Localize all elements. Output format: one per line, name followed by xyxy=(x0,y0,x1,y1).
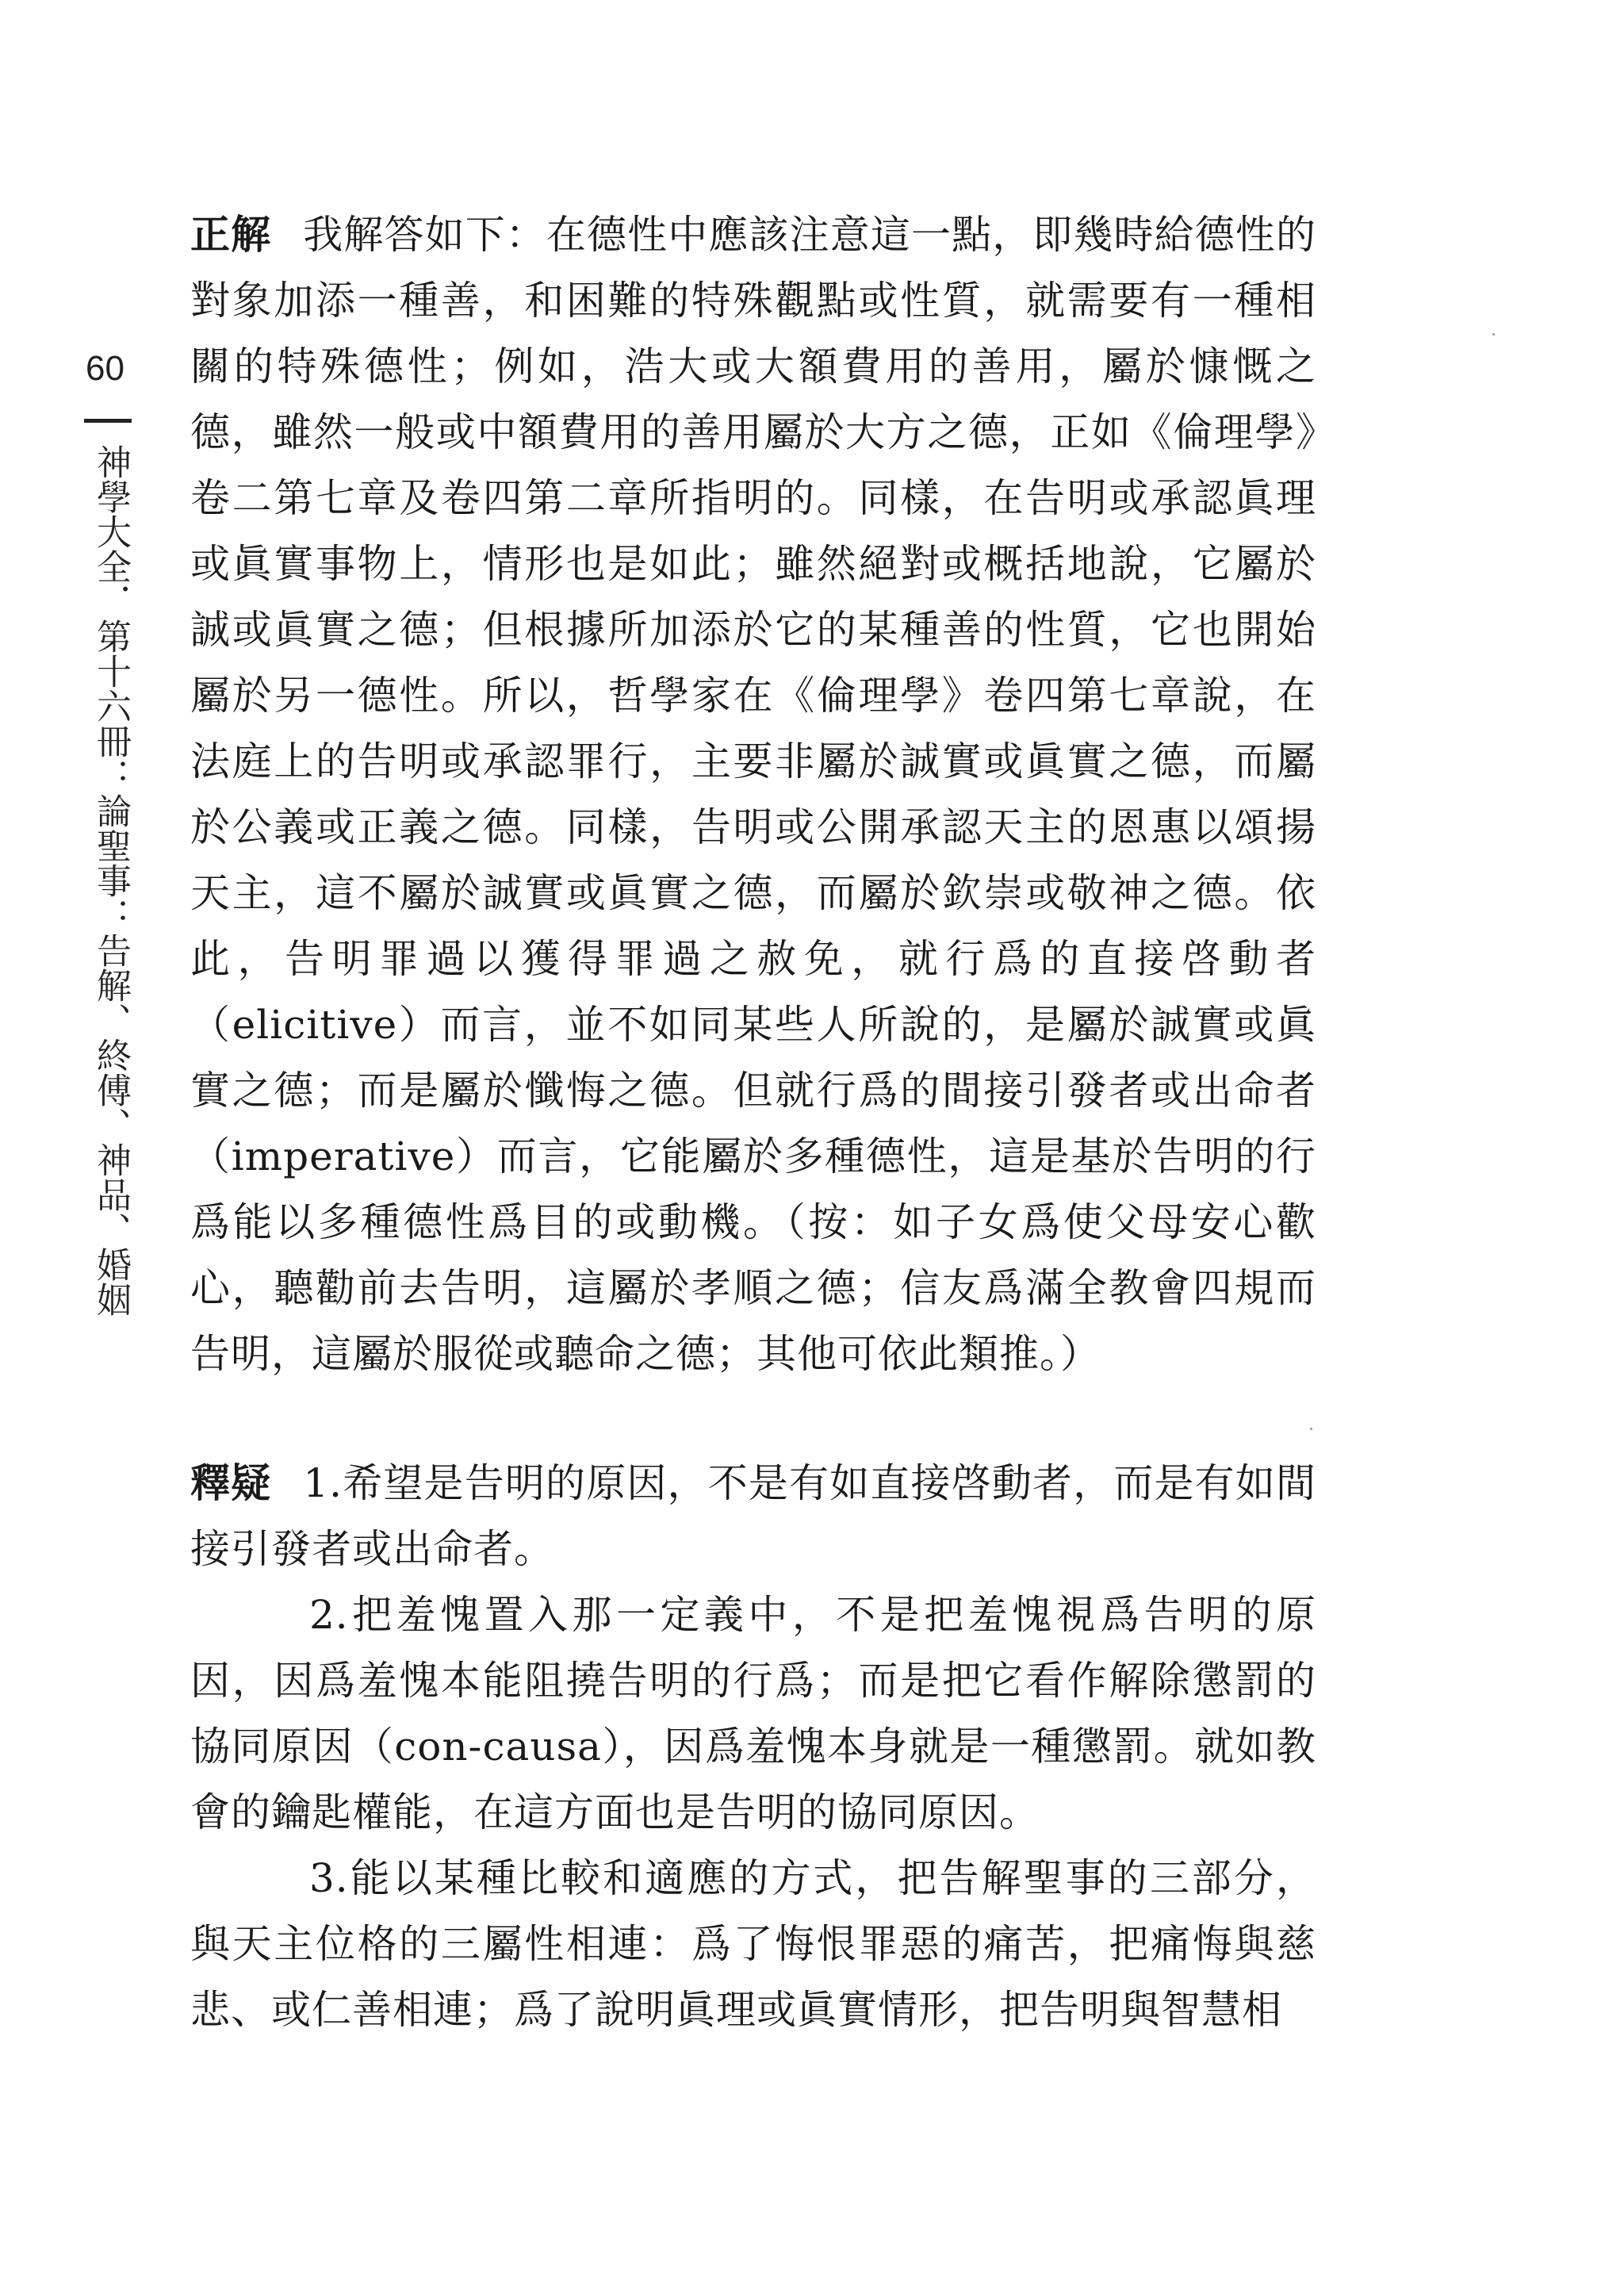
reply-1-text: 1.希望是告明的原因，不是有如直接啓動者，而是有如間接引發者或出命者。 xyxy=(190,1460,1316,1572)
replies-heading: 釋疑 xyxy=(190,1460,272,1506)
answer-text: 我解答如下：在德性中應該注意這一點，即幾時給德性的對象加添一種善，和困難的特殊觀點或性質，就需要有一種相關的特殊德性；例如，浩大或大額費用的善用，屬於慷慨之德，雖然一般或中額費用的善用屬於大方之德，正如《倫理學》卷二第七章及卷四第二章所指明的。同樣，在告明或承認眞理或眞實事物上，情形也是如此；雖然絕對或概括地說，它屬於誠或眞實之德；但根據所加添於它的某種善的性質，它也開始屬於另一德性。所以，哲學家在《倫理學》卷四第七章說，在法庭上的告明或承認罪行，主要非屬於誠實或眞實之德，而屬於公義或正義之德。同樣，告明或公開承認天主的恩惠以頌揚天主，這不屬於誠實或眞實之德，而屬於欽崇或敬神之德。依此，告明罪過以獲得罪過之赦免，就行爲的直接啓動者（elicitive）而言，並不如同某些人所說的，是屬於誠實或眞實之德；而是屬於懺悔之德。但就行爲的間接引發者或出命者（imperative）而言，它能屬於多種德性，這是基於告明的行爲能以多種德性爲目的或動機。（按：如子女爲使父母安心歡心，聽勸前去告明，這屬於孝順之德；信友爲滿全教會四規而告明，這屬於服從或聽命之德；其他可依此類推。） xyxy=(190,212,1317,1377)
reply-paragraph-3: 3.能以某種比較和適應的方式，把告解聖事的三部分，與天主位格的三屬性相連：爲了悔恨罪惡的痛苦，把痛悔與慈悲、或仁善相連；爲了說明眞理或眞實情形，把告明與智慧相 xyxy=(190,1855,1316,2033)
reply-paragraph-2: 2.把羞愧置入那一定義中，不是把羞愧視爲告明的原因，因爲羞愧本能阻撓告明的行爲；而是把它看作解除懲罰的協同原因（con-causa），因爲羞愧本身就是一種懲罰。就如教會的鑰匙權能，在這方面也是告明的協同原因。 xyxy=(190,1592,1316,1835)
scan-speck xyxy=(1492,333,1495,336)
answer-paragraph xyxy=(190,202,1316,1387)
scan-speck xyxy=(1310,1428,1312,1430)
section-gap xyxy=(190,1387,1316,1451)
side-rule xyxy=(84,419,132,423)
page-number: 60 xyxy=(86,349,124,388)
answer-heading: 正解 xyxy=(190,212,272,258)
reply-paragraph-1 xyxy=(190,1451,1316,1582)
body-text xyxy=(190,202,1316,2043)
running-head: 神學大全．第十六冊：論聖事：告解、終傅、神品、婚姻 xyxy=(90,444,131,1317)
